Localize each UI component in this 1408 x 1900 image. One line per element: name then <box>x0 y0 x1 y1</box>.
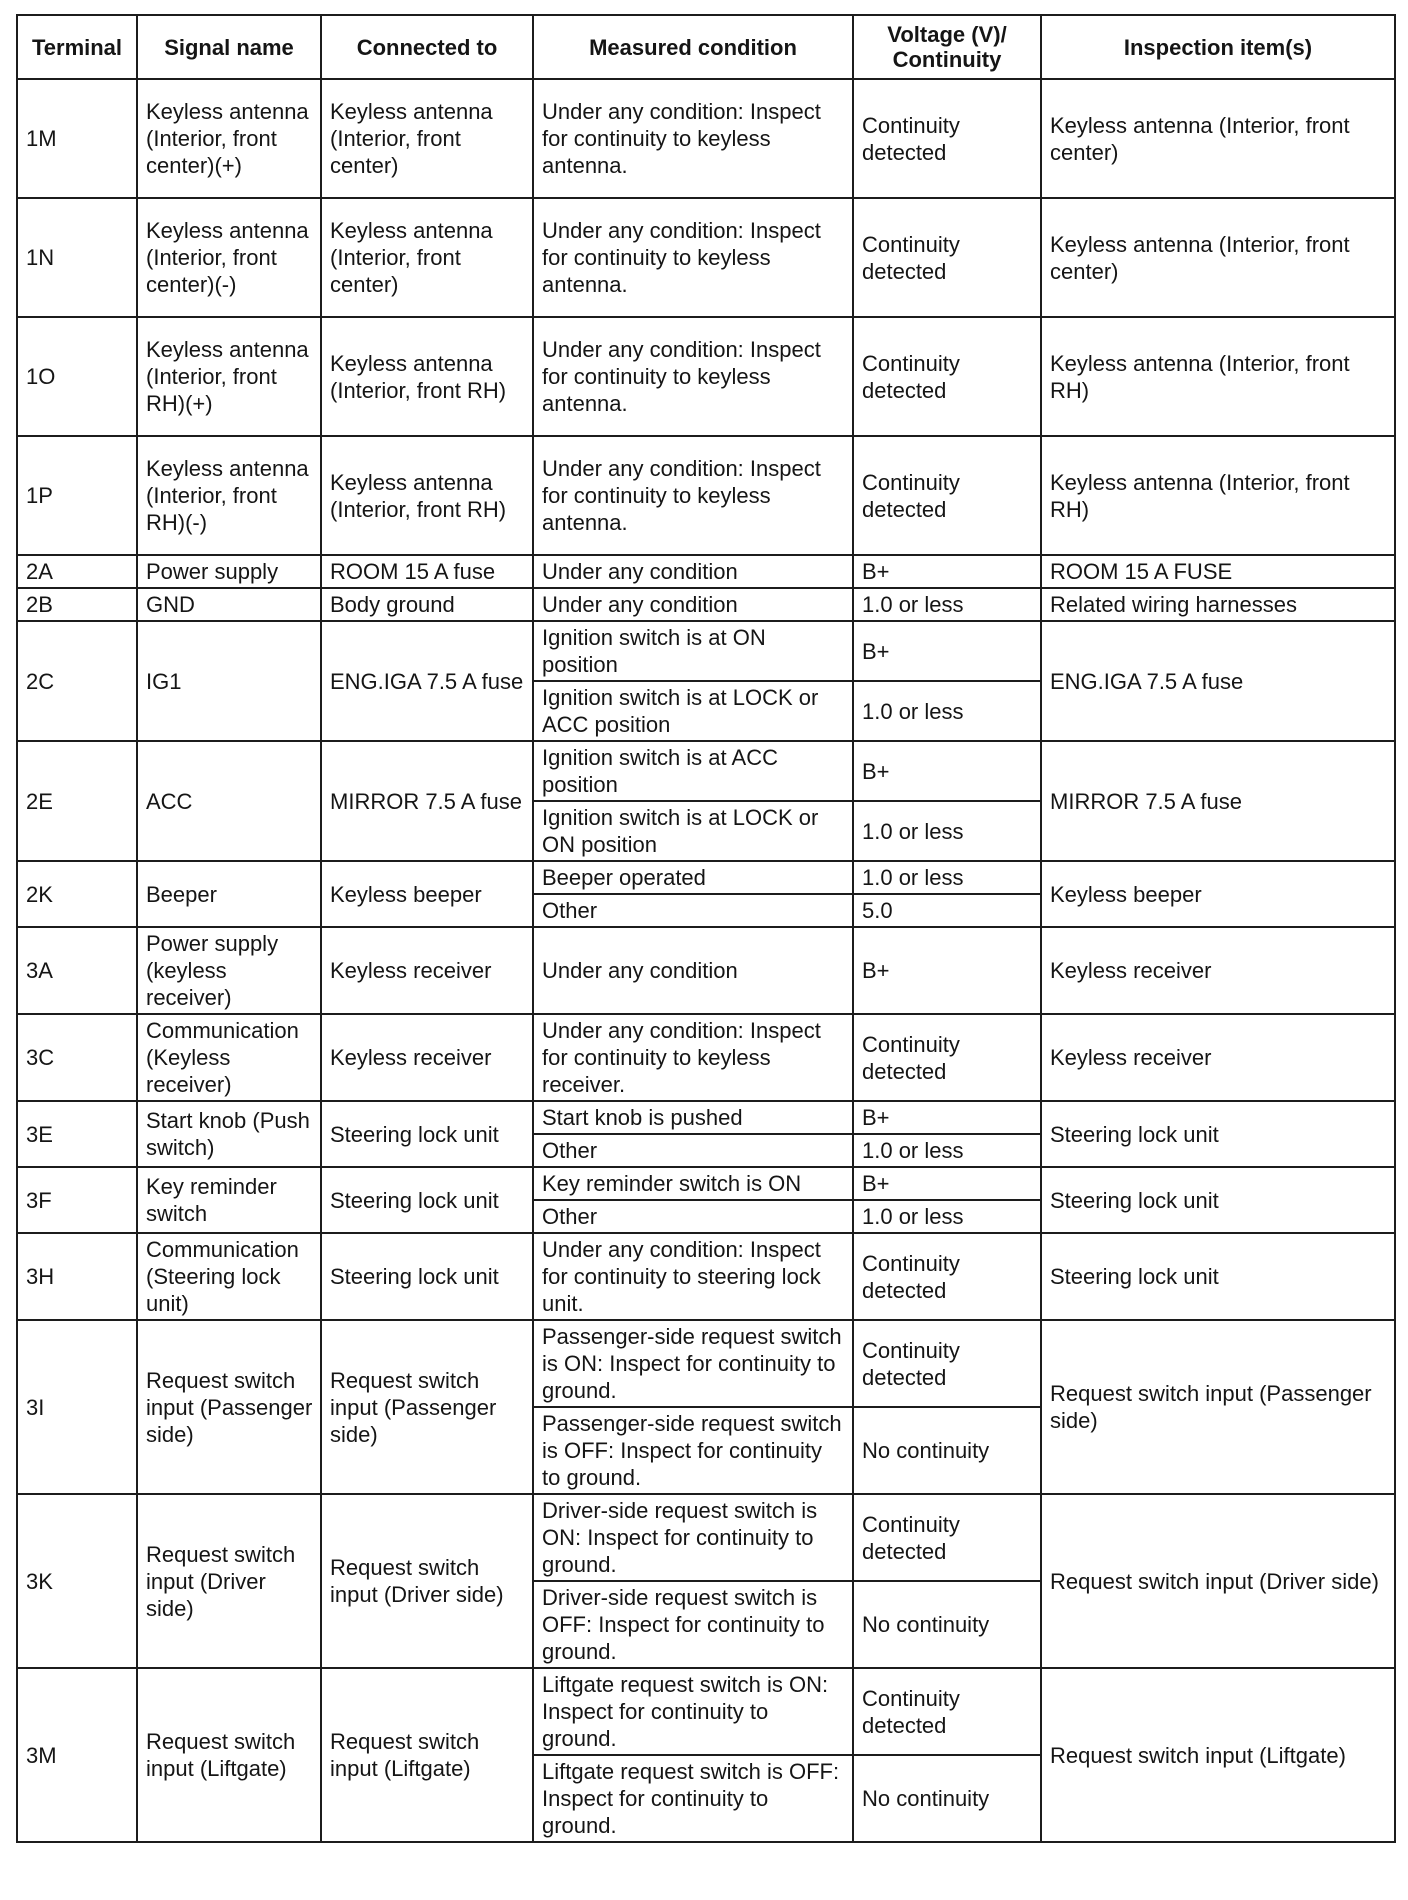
measured-condition-cell: Ignition switch is at LOCK or ACC position <box>533 681 853 741</box>
signal-name-cell: Keyless antenna (Interior, front center)(+) <box>137 79 321 198</box>
inspection-item-cell: MIRROR 7.5 A fuse <box>1041 741 1395 861</box>
measured-condition-cell: Passenger-side request switch is ON: Inspect for continuity to ground. <box>533 1320 853 1407</box>
measured-condition-cell: Liftgate request switch is OFF: Inspect for continuity to ground. <box>533 1755 853 1842</box>
measured-condition-cell: Driver-side request switch is OFF: Inspect for continuity to ground. <box>533 1581 853 1668</box>
table-row <box>17 1233 1395 1320</box>
voltage-continuity-cell: Continuity detected <box>853 198 1041 317</box>
table-row <box>17 317 1395 436</box>
terminal-cell: 3M <box>17 1668 137 1842</box>
signal-name-cell: Request switch input (Driver side) <box>137 1494 321 1668</box>
table-row <box>17 79 1395 198</box>
connected-to-cell: Request switch input (Driver side) <box>321 1494 533 1668</box>
signal-name-cell: Keyless antenna (Interior, front RH)(-) <box>137 436 321 555</box>
voltage-continuity-cell: Continuity detected <box>853 1320 1041 1407</box>
signal-name-cell: ACC <box>137 741 321 861</box>
signal-name-cell: Communication (Steering lock unit) <box>137 1233 321 1320</box>
voltage-continuity-cell: 1.0 or less <box>853 681 1041 741</box>
terminal-cell: 3C <box>17 1014 137 1101</box>
measured-condition-cell: Ignition switch is at LOCK or ON position <box>533 801 853 861</box>
table-row <box>17 436 1395 555</box>
voltage-continuity-cell: 5.0 <box>853 894 1041 927</box>
inspection-item-cell: Keyless antenna (Interior, front center) <box>1041 79 1395 198</box>
voltage-continuity-cell: B+ <box>853 621 1041 681</box>
terminal-cell: 1O <box>17 317 137 436</box>
terminal-cell: 2C <box>17 621 137 741</box>
voltage-continuity-cell: 1.0 or less <box>853 588 1041 621</box>
signal-name-cell: Start knob (Push switch) <box>137 1101 321 1167</box>
voltage-continuity-cell: Continuity detected <box>853 1668 1041 1755</box>
table-row <box>17 1320 1395 1407</box>
inspection-item-cell: Related wiring harnesses <box>1041 588 1395 621</box>
header-signal-name: Signal name <box>137 15 321 79</box>
signal-name-cell: Keyless antenna (Interior, front RH)(+) <box>137 317 321 436</box>
inspection-item-cell: ENG.IGA 7.5 A fuse <box>1041 621 1395 741</box>
signal-name-cell: Key reminder switch <box>137 1167 321 1233</box>
connected-to-cell: ROOM 15 A fuse <box>321 555 533 588</box>
inspection-item-cell: Keyless antenna (Interior, front center) <box>1041 198 1395 317</box>
terminal-cell: 3E <box>17 1101 137 1167</box>
voltage-continuity-cell: B+ <box>853 1167 1041 1200</box>
inspection-item-cell: Request switch input (Driver side) <box>1041 1494 1395 1668</box>
voltage-continuity-cell: Continuity detected <box>853 1014 1041 1101</box>
connected-to-cell: Steering lock unit <box>321 1167 533 1233</box>
terminal-cell: 3A <box>17 927 137 1014</box>
measured-condition-cell: Ignition switch is at ACC position <box>533 741 853 801</box>
connected-to-cell: Keyless receiver <box>321 1014 533 1101</box>
voltage-continuity-cell: 1.0 or less <box>853 1200 1041 1233</box>
terminal-cell: 1M <box>17 79 137 198</box>
connected-to-cell: Keyless antenna (Interior, front RH) <box>321 317 533 436</box>
voltage-continuity-cell: Continuity detected <box>853 79 1041 198</box>
table-row <box>17 1101 1395 1134</box>
measured-condition-cell: Under any condition <box>533 927 853 1014</box>
voltage-continuity-cell: 1.0 or less <box>853 861 1041 894</box>
table-row <box>17 1014 1395 1101</box>
measured-condition-cell: Under any condition: Inspect for continuity to keyless antenna. <box>533 436 853 555</box>
voltage-continuity-cell: B+ <box>853 1101 1041 1134</box>
connected-to-cell: Body ground <box>321 588 533 621</box>
measured-condition-cell: Driver-side request switch is ON: Inspect for continuity to ground. <box>533 1494 853 1581</box>
table-row <box>17 1167 1395 1200</box>
inspection-item-cell: Steering lock unit <box>1041 1167 1395 1233</box>
signal-name-cell: Beeper <box>137 861 321 927</box>
voltage-continuity-cell: No continuity <box>853 1755 1041 1842</box>
inspection-item-cell: Keyless beeper <box>1041 861 1395 927</box>
inspection-item-cell: Steering lock unit <box>1041 1233 1395 1320</box>
table-row <box>17 861 1395 894</box>
table-row <box>17 621 1395 681</box>
connected-to-cell: Keyless antenna (Interior, front center) <box>321 79 533 198</box>
measured-condition-cell: Start knob is pushed <box>533 1101 853 1134</box>
document-page <box>16 14 1396 1843</box>
signal-name-cell: GND <box>137 588 321 621</box>
table-row <box>17 198 1395 317</box>
measured-condition-cell: Under any condition <box>533 555 853 588</box>
measured-condition-cell: Ignition switch is at ON position <box>533 621 853 681</box>
inspection-item-cell: Keyless antenna (Interior, front RH) <box>1041 317 1395 436</box>
measured-condition-cell: Beeper operated <box>533 861 853 894</box>
measured-condition-cell: Passenger-side request switch is OFF: Inspect for continuity to ground. <box>533 1407 853 1494</box>
terminal-cell: 2B <box>17 588 137 621</box>
inspection-item-cell: Request switch input (Liftgate) <box>1041 1668 1395 1842</box>
signal-name-cell: Power supply (keyless receiver) <box>137 927 321 1014</box>
measured-condition-cell: Other <box>533 1200 853 1233</box>
inspection-item-cell: Keyless receiver <box>1041 927 1395 1014</box>
inspection-item-cell: ROOM 15 A FUSE <box>1041 555 1395 588</box>
signal-name-cell: Request switch input (Liftgate) <box>137 1668 321 1842</box>
table-row <box>17 555 1395 588</box>
terminal-cell: 2K <box>17 861 137 927</box>
header-voltage-continuity: Voltage (V)/ Continuity <box>853 15 1041 79</box>
header-connected-to: Connected to <box>321 15 533 79</box>
signal-name-cell: Keyless antenna (Interior, front center)(-) <box>137 198 321 317</box>
terminal-cell: 3I <box>17 1320 137 1494</box>
connected-to-cell: Request switch input (Liftgate) <box>321 1668 533 1842</box>
connected-to-cell: Request switch input (Passenger side) <box>321 1320 533 1494</box>
signal-name-cell: Request switch input (Passenger side) <box>137 1320 321 1494</box>
measured-condition-cell: Under any condition: Inspect for continuity to keyless antenna. <box>533 317 853 436</box>
connected-to-cell: Keyless beeper <box>321 861 533 927</box>
table-body <box>17 79 1395 1842</box>
table-row <box>17 741 1395 801</box>
table-row <box>17 1668 1395 1755</box>
connected-to-cell: Steering lock unit <box>321 1233 533 1320</box>
signal-name-cell: Power supply <box>137 555 321 588</box>
inspection-item-cell: Request switch input (Passenger side) <box>1041 1320 1395 1494</box>
terminal-cell: 1P <box>17 436 137 555</box>
voltage-continuity-cell: B+ <box>853 927 1041 1014</box>
header-terminal: Terminal <box>17 15 137 79</box>
voltage-continuity-cell: No continuity <box>853 1581 1041 1668</box>
measured-condition-cell: Under any condition: Inspect for continuity to steering lock unit. <box>533 1233 853 1320</box>
header-measured-condition: Measured condition <box>533 15 853 79</box>
signal-name-cell: Communication (Keyless receiver) <box>137 1014 321 1101</box>
signal-name-cell: IG1 <box>137 621 321 741</box>
terminal-cell: 3F <box>17 1167 137 1233</box>
measured-condition-cell: Key reminder switch is ON <box>533 1167 853 1200</box>
connected-to-cell: Keyless antenna (Interior, front RH) <box>321 436 533 555</box>
voltage-continuity-cell: Continuity detected <box>853 436 1041 555</box>
voltage-continuity-cell: B+ <box>853 555 1041 588</box>
measured-condition-cell: Liftgate request switch is ON: Inspect for continuity to ground. <box>533 1668 853 1755</box>
terminal-cell: 2E <box>17 741 137 861</box>
inspection-item-cell: Keyless antenna (Interior, front RH) <box>1041 436 1395 555</box>
measured-condition-cell: Other <box>533 894 853 927</box>
header-row <box>17 15 1395 79</box>
voltage-continuity-cell: 1.0 or less <box>853 1134 1041 1167</box>
terminal-cell: 3H <box>17 1233 137 1320</box>
connected-to-cell: Keyless antenna (Interior, front center) <box>321 198 533 317</box>
measured-condition-cell: Under any condition: Inspect for continuity to keyless receiver. <box>533 1014 853 1101</box>
voltage-continuity-cell: Continuity detected <box>853 1494 1041 1581</box>
measured-condition-cell: Other <box>533 1134 853 1167</box>
connected-to-cell: MIRROR 7.5 A fuse <box>321 741 533 861</box>
voltage-continuity-cell: Continuity detected <box>853 317 1041 436</box>
voltage-continuity-cell: B+ <box>853 741 1041 801</box>
terminal-cell: 3K <box>17 1494 137 1668</box>
inspection-item-cell: Keyless receiver <box>1041 1014 1395 1101</box>
connected-to-cell: Keyless receiver <box>321 927 533 1014</box>
voltage-continuity-cell: 1.0 or less <box>853 801 1041 861</box>
table-row <box>17 1494 1395 1581</box>
table-row <box>17 927 1395 1014</box>
measured-condition-cell: Under any condition: Inspect for continuity to keyless antenna. <box>533 79 853 198</box>
terminal-inspection-table <box>16 14 1396 1843</box>
inspection-item-cell: Steering lock unit <box>1041 1101 1395 1167</box>
voltage-continuity-cell: No continuity <box>853 1407 1041 1494</box>
connected-to-cell: ENG.IGA 7.5 A fuse <box>321 621 533 741</box>
terminal-cell: 2A <box>17 555 137 588</box>
header-inspection-items: Inspection item(s) <box>1041 15 1395 79</box>
voltage-continuity-cell: Continuity detected <box>853 1233 1041 1320</box>
measured-condition-cell: Under any condition: Inspect for continuity to keyless antenna. <box>533 198 853 317</box>
connected-to-cell: Steering lock unit <box>321 1101 533 1167</box>
measured-condition-cell: Under any condition <box>533 588 853 621</box>
table-row <box>17 588 1395 621</box>
terminal-cell: 1N <box>17 198 137 317</box>
